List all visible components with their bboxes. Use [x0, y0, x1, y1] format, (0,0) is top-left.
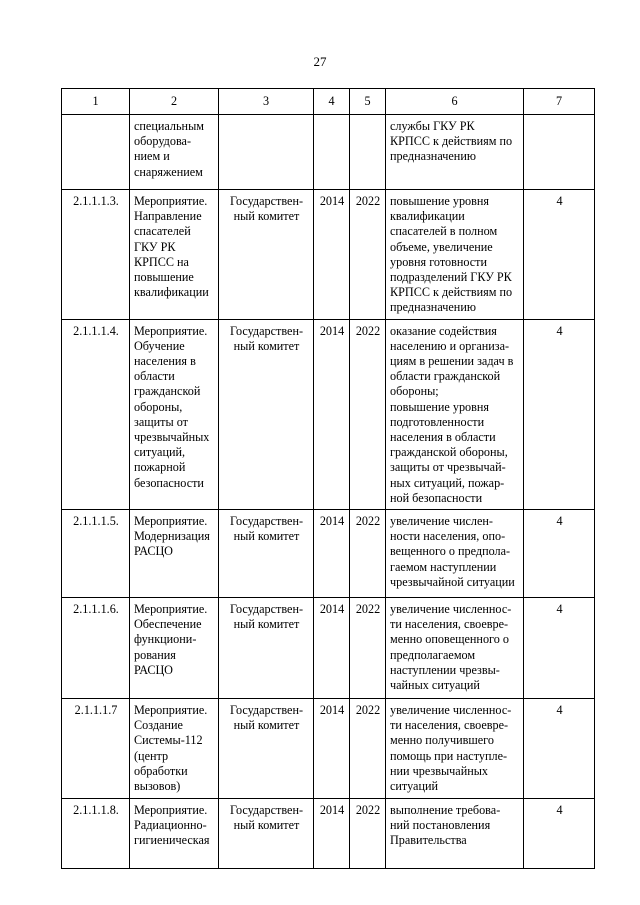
program-activities-table	[61, 88, 595, 869]
cell-indicator-link: 4	[524, 598, 595, 699]
cell-executor: Государствен- ный комитет	[219, 190, 314, 320]
cell-activity: Мероприятие. Обучение населения в области гражданской обороны, защиты от чрезвычайных ситуаций, пожарной безопасности	[130, 319, 219, 509]
table-header-row	[62, 89, 595, 115]
cell-activity: Мероприятие. Модернизация РАСЦО	[130, 510, 219, 598]
cell-activity: Мероприятие. Обеспечение функциони- рования РАСЦО	[130, 598, 219, 699]
cell-indicator-link: 4	[524, 510, 595, 598]
column-header: 3	[219, 89, 314, 115]
cell-end-year: 2022	[350, 598, 386, 699]
cell-expected-result: службы ГКУ РК КРПСС к действиям по предназначению	[386, 115, 524, 190]
cell-number: 2.1.1.1.3.	[62, 190, 130, 320]
cell-end-year: 2022	[350, 799, 386, 869]
cell-indicator-link: 4	[524, 190, 595, 320]
cell-end-year: 2022	[350, 319, 386, 509]
table-row	[62, 115, 595, 190]
cell-end-year: 2022	[350, 190, 386, 320]
table-row	[62, 510, 595, 598]
column-header: 7	[524, 89, 595, 115]
cell-start-year: 2014	[314, 319, 350, 509]
cell-expected-result: повышение уровня квалификации спасателей в полном объеме, увеличение уровня готовности подразделений ГКУ РК КРПСС к действиям по предназначению	[386, 190, 524, 320]
cell-expected-result: увеличение численнос- ти населения, своевре- менно оповещенного о предполагаемом наступлении чрезвы- чайных ситуаций	[386, 598, 524, 699]
cell-number: 2.1.1.1.4.	[62, 319, 130, 509]
cell-expected-result: выполнение требова- ний постановления Правительства	[386, 799, 524, 869]
table-row	[62, 190, 595, 320]
cell-start-year: 2014	[314, 598, 350, 699]
cell-executor: Государствен- ный комитет	[219, 799, 314, 869]
cell-end-year: 2022	[350, 510, 386, 598]
cell-executor: Государствен- ный комитет	[219, 319, 314, 509]
column-header: 6	[386, 89, 524, 115]
cell-number	[62, 115, 130, 190]
cell-end-year	[350, 115, 386, 190]
cell-expected-result: увеличение численнос- ти населения, своевре- менно получившего помощь при наступле- нии чрезвычайных ситуаций	[386, 699, 524, 799]
cell-expected-result: оказание содействия населению и организа- циям в решении задач в области гражданской обороны; повышение уровня подготовленности населения в области гражданской обороны, защиты от чрезвычай- ных ситуаций, пожар- ной безопасности	[386, 319, 524, 509]
cell-indicator-link	[524, 115, 595, 190]
cell-executor: Государствен- ный комитет	[219, 598, 314, 699]
cell-number: 2.1.1.1.7	[62, 699, 130, 799]
table-row	[62, 319, 595, 509]
cell-number: 2.1.1.1.5.	[62, 510, 130, 598]
cell-executor	[219, 115, 314, 190]
column-header: 1	[62, 89, 130, 115]
cell-executor: Государствен- ный комитет	[219, 699, 314, 799]
cell-start-year: 2014	[314, 510, 350, 598]
cell-activity: Мероприятие. Создание Системы-112 (центр обработки вызовов)	[130, 699, 219, 799]
table-row	[62, 598, 595, 699]
cell-indicator-link: 4	[524, 699, 595, 799]
cell-indicator-link: 4	[524, 799, 595, 869]
cell-number: 2.1.1.1.6.	[62, 598, 130, 699]
cell-start-year: 2014	[314, 699, 350, 799]
cell-activity: Мероприятие. Направление спасателей ГКУ РК КРПСС на повышение квалификации	[130, 190, 219, 320]
cell-executor: Государствен- ный комитет	[219, 510, 314, 598]
cell-expected-result: увеличение числен- ности населения, опо- вещенного о предпола- гаемом наступлении чрезвычайной ситуации	[386, 510, 524, 598]
page-number: 27	[313, 54, 327, 69]
cell-start-year: 2014	[314, 190, 350, 320]
cell-end-year: 2022	[350, 699, 386, 799]
column-header: 4	[314, 89, 350, 115]
cell-activity: специальным оборудова- нием и снаряжением	[130, 115, 219, 190]
cell-number: 2.1.1.1.8.	[62, 799, 130, 869]
table-row	[62, 799, 595, 869]
table-row	[62, 699, 595, 799]
cell-start-year: 2014	[314, 799, 350, 869]
cell-indicator-link: 4	[524, 319, 595, 509]
column-header: 5	[350, 89, 386, 115]
cell-start-year	[314, 115, 350, 190]
cell-activity: Мероприятие. Радиационно- гигиеническая	[130, 799, 219, 869]
column-header: 2	[130, 89, 219, 115]
